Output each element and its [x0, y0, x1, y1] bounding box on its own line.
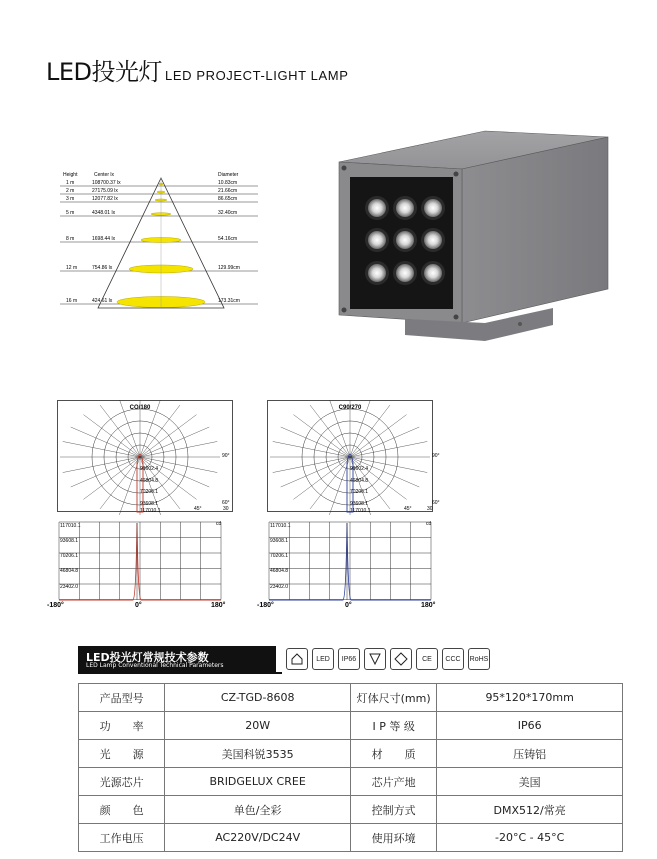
- curve-left-tick-4: 46804.8: [60, 568, 79, 574]
- class-ii-icon: [390, 648, 412, 670]
- spec-label: 使用环境: [350, 824, 436, 852]
- polar-left-tick-5: 117010.1: [140, 508, 161, 514]
- polar-left-title: CO/180: [129, 405, 151, 411]
- spec-label: 光源芯片: [79, 768, 165, 796]
- product-image: [335, 125, 615, 350]
- polar-chart-c90-270: [267, 400, 443, 515]
- polar-spoke: [63, 457, 140, 473]
- spec-table: [78, 683, 623, 852]
- page-title: [46, 52, 348, 87]
- curve-chart-left: [45, 518, 235, 614]
- polar-spoke: [281, 457, 350, 487]
- curve-right-tick-3: 70206.1: [270, 553, 289, 559]
- polar-right-90: 90°: [432, 453, 440, 459]
- polar-left-grid: [60, 400, 220, 515]
- led-lens: [424, 199, 442, 217]
- curve-right-tick-1: 117010.1: [270, 523, 291, 529]
- spec-value: BRIDGELUX CREE: [165, 768, 351, 796]
- curve-right-tick-4: 46804.8: [270, 568, 289, 574]
- spec-label: 光 源: [79, 740, 165, 768]
- spec-label: 工作电压: [79, 824, 165, 852]
- led-lens: [424, 264, 442, 282]
- cone-row-lux: 27175.09 lx: [92, 188, 118, 194]
- beam-cone-diagram: [58, 168, 258, 318]
- polar-spoke: [273, 457, 350, 473]
- spec-value: 美国: [437, 768, 623, 796]
- spec-label: 产品型号: [79, 684, 165, 712]
- polar-spoke: [140, 441, 217, 457]
- spec-banner-cn: LED投光灯常规技术参数: [86, 651, 209, 664]
- spec-row: [79, 712, 623, 740]
- polar-spoke: [100, 457, 140, 509]
- spec-value: 美国科锐3535: [165, 740, 351, 768]
- spec-label: 芯片产地: [350, 768, 436, 796]
- polar-left-tick-3: 70206.1: [140, 489, 159, 495]
- curve-right-tick-2: 93608.1: [270, 538, 289, 544]
- polar-left-45: 45°: [194, 506, 202, 512]
- cone-row-diameter: 10.83cm: [218, 180, 238, 186]
- polar-right-45: 45°: [404, 506, 412, 512]
- ce-icon: CE: [416, 648, 438, 670]
- polar-spoke: [350, 427, 419, 457]
- led-lens: [368, 199, 386, 217]
- polar-spoke: [350, 441, 427, 457]
- cone-header-diameter: Diameter: [218, 172, 239, 178]
- spec-value: DMX512/常亮: [437, 796, 623, 824]
- spec-row: [79, 796, 623, 824]
- cone-row-lux: 1698.44 lx: [92, 236, 116, 242]
- curve-right-xmin: -180°: [257, 602, 274, 609]
- spec-label: 材 质: [350, 740, 436, 768]
- spec-label: 控制方式: [350, 796, 436, 824]
- polar-spoke: [350, 405, 390, 457]
- spec-label: 功 率: [79, 712, 165, 740]
- led-lens: [396, 264, 414, 282]
- cone-row-diameter: 21.66cm: [218, 188, 238, 194]
- rohs-icon: RoHS: [468, 648, 490, 670]
- cone-row-height: 16 m: [66, 298, 78, 304]
- led-lens: [368, 231, 386, 249]
- curve-left-xmid: 0°: [135, 602, 142, 609]
- cone-row-diameter: 173.31cm: [218, 298, 240, 304]
- cone-row-lux: 12077.82 lx: [92, 196, 118, 202]
- curve-right-grid: [269, 522, 431, 600]
- spec-value: 95*120*170mm: [437, 684, 623, 712]
- cone-row-diameter: 86.65cm: [218, 196, 238, 202]
- curve-right-xmax: 180°: [421, 602, 436, 609]
- led-lens: [368, 264, 386, 282]
- curve-left-xmax: 180°: [211, 602, 226, 609]
- spec-value: 压铸铝: [437, 740, 623, 768]
- curve-left-cd: cd: [216, 521, 222, 527]
- polar-right-60: 60°: [432, 500, 440, 506]
- curve-chart-right: [255, 518, 445, 614]
- polar-right-tick-2: 46804.8: [350, 478, 369, 484]
- ccc-icon: CCC: [442, 648, 464, 670]
- spec-value: 单色/全彩: [165, 796, 351, 824]
- polar-chart-c0-180: [57, 400, 233, 515]
- spec-label: 颜 色: [79, 796, 165, 824]
- polar-spoke: [310, 457, 350, 509]
- polar-spoke: [71, 457, 140, 487]
- led-lens: [396, 199, 414, 217]
- polar-spoke: [273, 441, 350, 457]
- curve-left-tick-5: 23402.0: [60, 584, 79, 590]
- polar-spoke: [63, 441, 140, 457]
- led-lens: [424, 231, 442, 249]
- banner-divider: [276, 672, 282, 674]
- spec-value: -20°C - 45°C: [437, 824, 623, 852]
- title-en: LED PROJECT-LIGHT LAMP: [165, 68, 349, 83]
- spec-row: [79, 768, 623, 796]
- cone-rows: [60, 180, 258, 308]
- polar-spoke: [140, 405, 180, 457]
- ip66-icon: IP66: [338, 648, 360, 670]
- polar-spoke: [310, 405, 350, 457]
- curve-left-tick-1: 117010.1: [60, 523, 81, 529]
- spec-banner-en: LED Lamp Conventional Technical Parameters: [86, 662, 224, 669]
- polar-spoke: [83, 457, 140, 499]
- cone-row-height: 8 m: [66, 236, 75, 242]
- cert-icons: [286, 648, 490, 672]
- led-array: [365, 196, 445, 285]
- polar-spoke: [71, 427, 140, 457]
- polar-spoke: [140, 415, 197, 457]
- curve-right-tick-5: 23402.0: [270, 584, 289, 590]
- spec-value: AC220V/DC24V: [165, 824, 351, 852]
- spec-banner: [78, 646, 276, 674]
- polar-left-tick-4: 93608.1: [140, 501, 159, 507]
- cone-row-diameter: 32.40cm: [218, 210, 238, 216]
- cone-row-height: 5 m: [66, 210, 75, 216]
- cone-header-center: Center lx: [94, 172, 115, 178]
- spec-value: CZ-TGD-8608: [165, 684, 351, 712]
- curve-left-grid: [59, 522, 221, 600]
- cone-row-height: 12 m: [66, 265, 78, 271]
- cone-row-height: 1 m: [66, 180, 75, 186]
- polar-spoke: [281, 427, 350, 457]
- polar-spoke: [293, 457, 350, 499]
- polar-right-title: C90/270: [338, 405, 362, 411]
- curve-left-tick-2: 93608.1: [60, 538, 79, 544]
- polar-spoke: [140, 427, 209, 457]
- polar-right-30: 30: [427, 506, 433, 512]
- house-icon: [286, 648, 308, 670]
- led-icon: LED: [312, 648, 334, 670]
- f-mark-icon: [364, 648, 386, 670]
- cone-header-height: Height: [63, 172, 78, 178]
- cone-row-lux: 424.61 lx: [92, 298, 113, 304]
- polar-spoke: [350, 415, 407, 457]
- led-lens: [396, 231, 414, 249]
- curve-right-xmid: 0°: [345, 602, 352, 609]
- spec-value: 20W: [165, 712, 351, 740]
- polar-right-grid: [270, 400, 430, 515]
- cone-row-lux: 4348.01 lx: [92, 210, 116, 216]
- polar-right-tick-1: 93602.4: [350, 466, 369, 472]
- curve-left-xmin: -180°: [47, 602, 64, 609]
- polar-left-tick-1: 93602.4: [140, 466, 159, 472]
- cone-row-lux: 108700.37 lx: [92, 180, 121, 186]
- polar-right-tick-5: 117010.1: [350, 508, 371, 514]
- polar-right-tick-4: 93608.1: [350, 501, 369, 507]
- cone-row-lux: 754.86 lx: [92, 265, 113, 271]
- spec-value: IP66: [437, 712, 623, 740]
- polar-spoke: [100, 405, 140, 457]
- spec-label: I P 等 级: [350, 712, 436, 740]
- cone-row-diameter: 54.16cm: [218, 236, 238, 242]
- polar-spoke: [83, 415, 140, 457]
- spec-label: 灯体尺寸(mm): [350, 684, 436, 712]
- cone-row-diameter: 129.99cm: [218, 265, 240, 271]
- polar-left-60: 60°: [222, 500, 230, 506]
- spec-row: [79, 824, 623, 852]
- cone-row-height: 3 m: [66, 196, 75, 202]
- curve-right-cd: cd: [426, 521, 432, 527]
- polar-left-30: 30: [223, 506, 229, 512]
- spec-row: [79, 684, 623, 712]
- polar-right-tick-3: 70206.1: [350, 489, 369, 495]
- polar-spoke: [293, 415, 350, 457]
- cone-row-height: 2 m: [66, 188, 75, 194]
- polar-left-tick-2: 46804.8: [140, 478, 159, 484]
- polar-left-90: 90°: [222, 453, 230, 459]
- spec-row: [79, 740, 623, 768]
- title-cn: LED投光灯: [46, 58, 163, 86]
- curve-left-tick-3: 70206.1: [60, 553, 79, 559]
